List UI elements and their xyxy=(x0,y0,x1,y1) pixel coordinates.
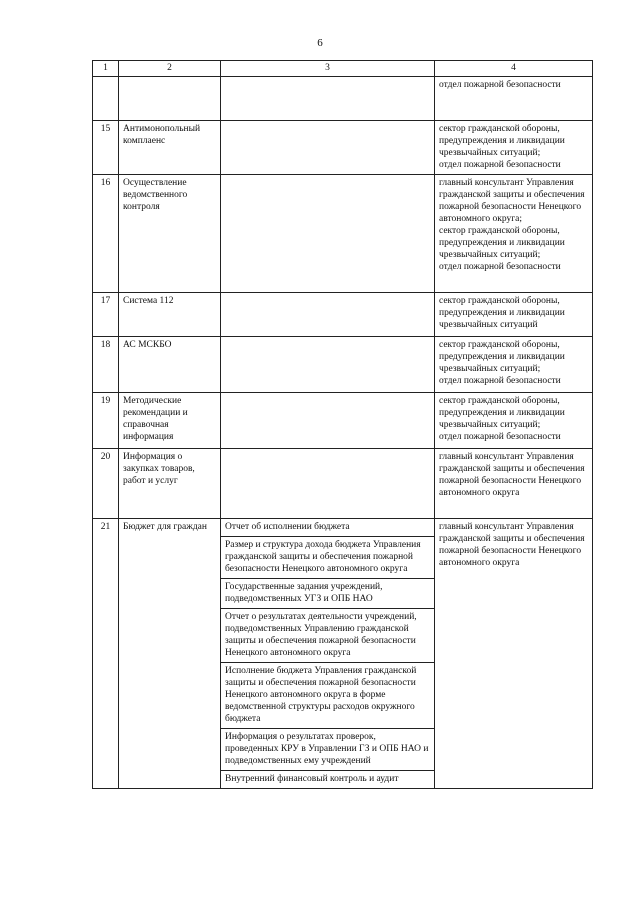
document-table xyxy=(92,60,593,789)
header-col-4: 4 xyxy=(435,61,593,77)
subsection-item: Государственные задания учреждений, подведомственных УГЗ и ОПБ НАО xyxy=(221,579,434,609)
continuation-row xyxy=(93,77,593,121)
responsible-unit: сектор гражданской обороны, предупреждения и ликвидации чрезвычайных ситуаций; отдел пожарной безопасности xyxy=(435,121,593,175)
table-row xyxy=(93,293,593,337)
section-name: Антимонопольный комплаенс xyxy=(119,121,221,175)
section-name: Осуществление ведомственного контроля xyxy=(119,175,221,293)
subsection-item: Отчет о результатах деятельности учреждений, подведомственных Управлению гражданской защиты и обеспечения пожарной безопасности Ненецкого автономного округа xyxy=(221,609,434,663)
responsible-unit: сектор гражданской обороны, предупреждения и ликвидации чрезвычайных ситуаций; отдел пожарной безопасности xyxy=(435,337,593,393)
table-row xyxy=(93,449,593,519)
page-number: 6 xyxy=(317,37,323,49)
subsection-item: Информация о результатах проверок, проведенных КРУ в Управлении ГЗ и ОПБ НАО и подведомственных ему учреждений xyxy=(221,729,434,771)
table-row xyxy=(93,175,593,293)
subsection-item: Размер и структура дохода бюджета Управления гражданской защиты и обеспечения пожарной безопасности Ненецкого автономного округа xyxy=(221,537,434,579)
responsible-unit: сектор гражданской обороны, предупреждения и ликвидации чрезвычайных ситуаций; отдел пожарной безопасности xyxy=(435,393,593,449)
header-col-2: 2 xyxy=(119,61,221,77)
subsection-list xyxy=(221,519,435,789)
section-name: Информация о закупках товаров, работ и услуг xyxy=(119,449,221,519)
table-row xyxy=(93,393,593,449)
responsible-unit: главный консультант Управления гражданской защиты и обеспечения пожарной безопасности Ненецкого автономного округа xyxy=(435,449,593,519)
responsible-unit: сектор гражданской обороны, предупреждения и ликвидации чрезвычайных ситуаций xyxy=(435,293,593,337)
section-name: Система 112 xyxy=(119,293,221,337)
subsection-item: Внутренний финансовый контроль и аудит xyxy=(225,774,399,784)
header-col-1: 1 xyxy=(93,61,119,77)
subsection-item: Отчет об исполнении бюджета xyxy=(221,519,434,537)
section-name: АС МСКБО xyxy=(119,337,221,393)
subsection-item: Исполнение бюджета Управления гражданской защиты и обеспечения пожарной безопасности Ненецкого автономного округа в форме ведомственной структуры расходов окружного бюджета xyxy=(221,663,434,729)
table-row xyxy=(93,121,593,175)
row-number: 16 xyxy=(93,175,119,293)
row-number: 15 xyxy=(93,121,119,175)
row-number: 17 xyxy=(93,293,119,337)
section-name: Бюджет для граждан xyxy=(119,519,221,789)
table-header-row xyxy=(93,61,593,77)
section-name: Методические рекомендации и справочная информация xyxy=(119,393,221,449)
table-row xyxy=(93,337,593,393)
row-number: 18 xyxy=(93,337,119,393)
row-number: 21 xyxy=(93,519,119,789)
row-number: 20 xyxy=(93,449,119,519)
row-number: 19 xyxy=(93,393,119,449)
responsible-unit: главный консультант Управления гражданской защиты и обеспечения пожарной безопасности Ненецкого автономного округа; сектор гражданской обороны, предупреждения и ликвидации чрезвычайных ситуаций; отдел пожарной безопасности xyxy=(435,175,593,293)
responsible-unit: отдел пожарной безопасности xyxy=(435,77,593,121)
header-col-3: 3 xyxy=(221,61,435,77)
responsible-unit: главный консультант Управления гражданской защиты и обеспечения пожарной безопасности Ненецкого автономного округа xyxy=(435,519,593,789)
table-row-21 xyxy=(93,519,593,789)
